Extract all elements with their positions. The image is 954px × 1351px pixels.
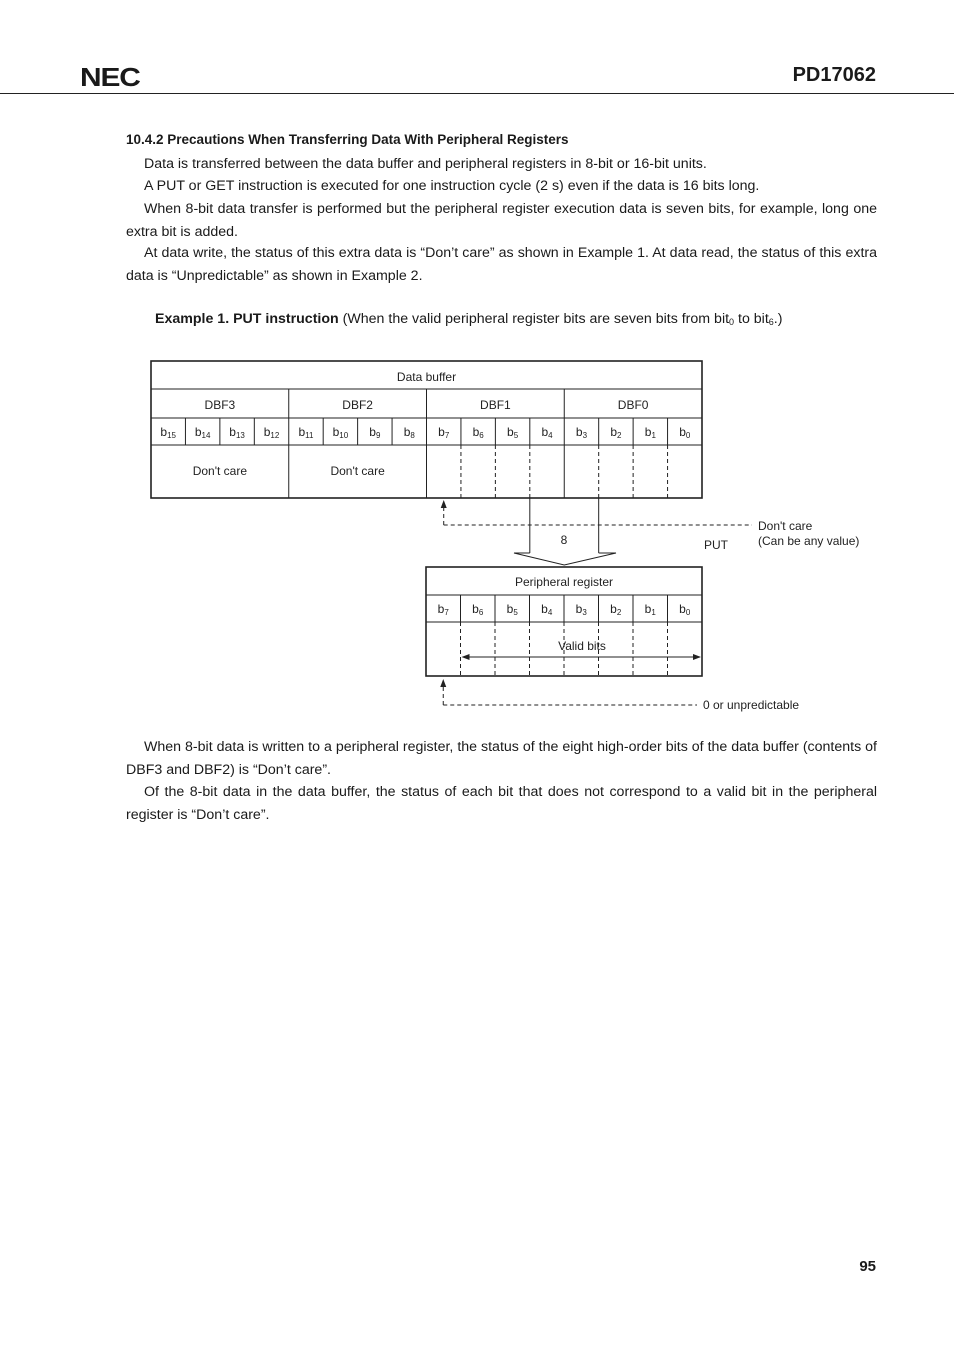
paragraph-2: A PUT or GET instruction is executed for one instruction cycle (2 s) even if the data is 16 bits long. [144, 178, 760, 194]
buffer-bit-b3: b3 [575, 425, 588, 440]
paragraph-4: At data write, the status of this extra data is “Don’t care” as shown in Example 1. At data read, the status of this extra data is “Unpredictable” as shown in Example 2. [126, 245, 877, 284]
peripheral-bit-b3: b3 [575, 602, 587, 617]
header-rule [0, 93, 954, 94]
peripheral-bit-b1: b1 [644, 602, 656, 617]
buffer-bit-b0: b0 [679, 425, 691, 440]
buffer-bit-b9: b9 [369, 425, 381, 440]
peripheral-bit-b0: b0 [679, 602, 691, 617]
buffer-bit-b2: b2 [610, 425, 622, 440]
buffer-bit-b8: b8 [403, 425, 415, 440]
paragraph-1: Data is transferred between the data buffer and peripheral registers in 8-bit or 16-bit units. [144, 156, 707, 172]
dont-care-dbf2: Don't care [330, 464, 385, 478]
dont-care-dbf3: Don't care [192, 464, 248, 478]
valid-bits-label: Valid bits [558, 639, 606, 653]
section-title: 10.4.2 Precautions When Transferring Data With Peripheral Registers [126, 132, 569, 147]
example-caption [155, 311, 782, 327]
transfer-width-label: 8 [560, 533, 568, 547]
dont-care-note: Don't care [758, 519, 813, 533]
dbf-label-dbf3: DBF3 [204, 398, 236, 412]
unpredictable-arrow-tip [440, 679, 446, 687]
peripheral-bit-b4: b4 [541, 602, 553, 617]
buffer-bit-b10: b10 [332, 425, 349, 440]
valid-bits-arrow-left [462, 654, 470, 660]
example-text: (When the valid peripheral register bits are seven bits from bit0 to bit6.) [342, 311, 783, 327]
buffer-bit-b1: b1 [644, 425, 656, 440]
put-instruction-diagram [0, 350, 954, 730]
page-number: 95 [859, 1258, 876, 1275]
buffer-bit-b11: b11 [298, 425, 314, 440]
peripheral-bit-b2: b2 [610, 602, 622, 617]
buffer-bit-b12: b12 [263, 425, 280, 440]
valid-bits-arrow-right [693, 654, 701, 660]
data-buffer-title: Data buffer [396, 370, 457, 384]
buffer-bit-b15: b15 [160, 425, 177, 440]
buffer-bit-b13: b13 [229, 425, 245, 440]
dont-care-note-sub: (Can be any value) [758, 534, 860, 548]
buffer-bit-b6: b6 [472, 425, 484, 440]
paragraph-5: When 8-bit data is written to a peripheral register, the status of the eight high-order bits of the data buffer (contents of DBF3 and DBF2) is “Don’t care”. [126, 739, 877, 778]
dbf-label-dbf1: DBF1 [480, 398, 511, 412]
unpredictable-note: 0 or unpredictable [703, 698, 800, 712]
peripheral-bit-b5: b5 [506, 602, 518, 617]
put-label: PUT [704, 538, 728, 552]
example-label: Example 1. PUT instruction [155, 311, 339, 327]
buffer-bit-b5: b5 [507, 425, 519, 440]
transfer-arrowhead [514, 553, 616, 565]
buffer-bit-b4: b4 [541, 425, 553, 440]
peripheral-register-title: Peripheral register [514, 575, 614, 589]
dont-care-arrow-tip [441, 500, 447, 508]
peripheral-bit-b7: b7 [437, 602, 449, 617]
buffer-bit-b14: b14 [194, 425, 211, 440]
buffer-bit-b7: b7 [438, 425, 450, 440]
peripheral-bit-b6: b6 [472, 602, 484, 617]
dbf-label-dbf0: DBF0 [617, 398, 649, 412]
part-number: PD17062 [792, 64, 876, 86]
paragraph-6: Of the 8-bit data in the data buffer, the status of each bit that does not correspond to a valid bit in the peripheral register is “Don’t care”. [126, 784, 877, 823]
paragraph-3: When 8-bit data transfer is performed but the peripheral register execution data is seven bits, for example, long one extra bit is added. [126, 201, 877, 240]
dbf-label-dbf2: DBF2 [342, 398, 373, 412]
nec-logo: NEC [80, 62, 140, 92]
